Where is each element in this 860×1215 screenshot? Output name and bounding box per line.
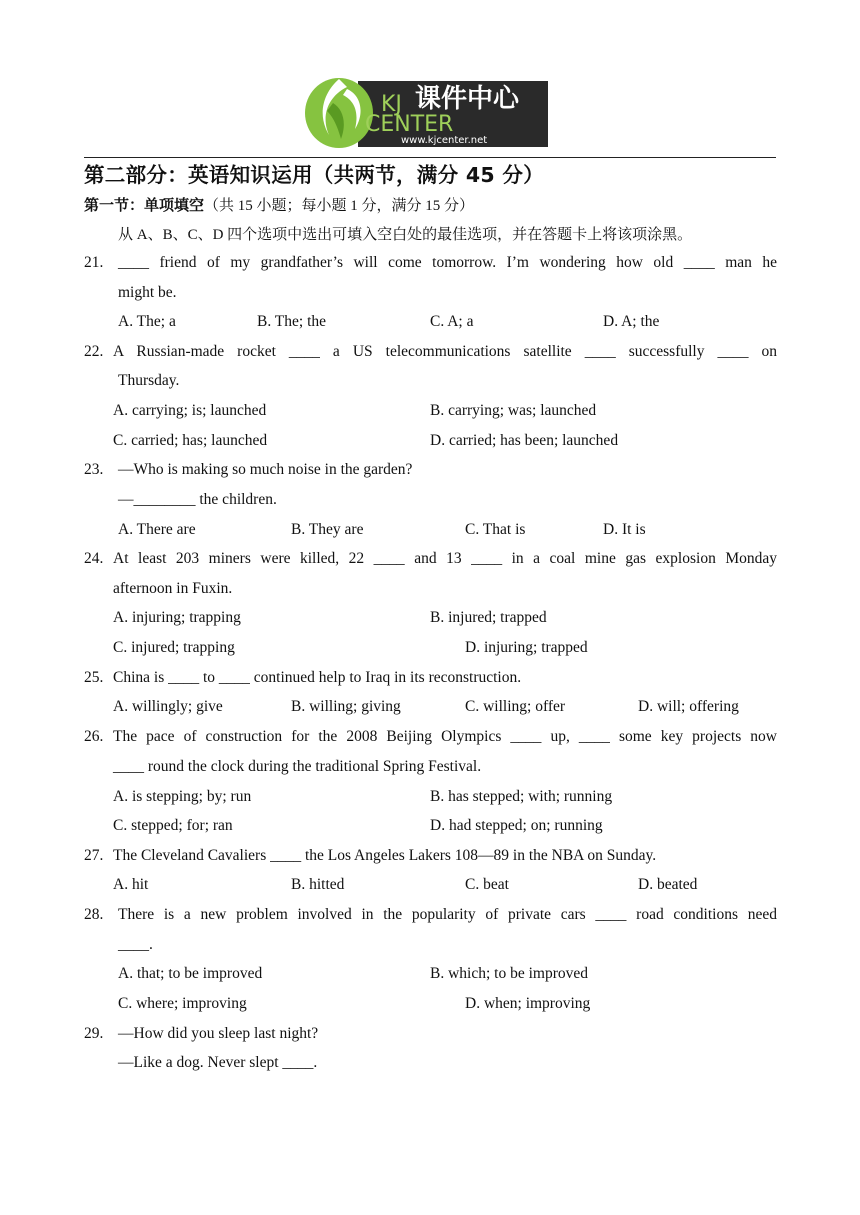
logo-center-text: CENTER [365,112,454,137]
option-a: A. injuring; trapping [113,609,241,626]
option-b: B. carrying; was; launched [430,402,597,419]
option-c: C. willing; offer [465,698,566,715]
option-b: B. which; to be improved [430,965,588,982]
option-c: C. carried; has; launched [113,432,268,449]
option-c: C. That is [465,521,526,538]
option-a: A. is stepping; by; run [113,788,252,805]
question-number: 24. [84,550,104,567]
question-text: might be. [118,284,177,301]
option-a: A. carrying; is; launched [113,402,267,419]
question-number: 27. [84,847,104,864]
option-b: B. has stepped; with; running [430,788,613,805]
question-text: —Who is making so much noise in the garden? [118,461,413,478]
logo-url-text: www.kjcenter.net [401,135,488,146]
option-c: C. beat [465,876,509,893]
option-d: D. injuring; trapped [465,639,588,656]
option-b: B. willing; giving [291,698,401,715]
logo-cn-text: 课件中心 [415,84,520,114]
instructions: 从 A、B、C、D 四个选项中选出可填入空白处的最佳选项，并在答题卡上将该项涂黑。 [118,227,693,243]
subsection-label: 第一节：单项填空 [84,196,205,214]
option-d: D. when; improving [465,995,591,1012]
option-a: A. hit [113,876,149,893]
option-b: B. They are [291,521,364,538]
question-number: 29. [84,1025,104,1042]
question-text: There is a new problem involved in the popularity of private cars ____ road conditions need [118,906,777,923]
question-text: —Like a dog. Never slept ____. [118,1054,318,1071]
option-d: D. beated [638,876,698,893]
option-d: D. carried; has been; launched [430,432,619,449]
question-text: At least 203 miners were killed, 22 ____ and 13 ____ in a coal mine gas explosion Monday [113,550,777,567]
option-b: B. hitted [291,876,345,893]
question-text: afternoon in Fuxin. [113,580,233,597]
subsection-note: （共 15 小题；每小题 1 分，满分 15 分） [204,198,475,214]
question-text: Thursday. [118,372,180,389]
option-c: C. injured; trapping [113,639,235,656]
question-text: The Cleveland Cavaliers ____ the Los Angeles Lakers 108—89 in the NBA on Sunday. [113,847,657,864]
option-d: D. had stepped; on; running [430,817,603,834]
option-a: A. There are [118,521,196,538]
option-b: B. injured; trapped [430,609,547,626]
option-a: A. The; a [118,313,176,330]
question-text: The pace of construction for the 2008 Beijing Olympics ____ up, ____ some key projects now [113,728,777,745]
question-number: 26. [84,728,104,745]
question-text: —________ the children. [118,491,277,508]
subsection-heading [84,194,474,215]
option-b: B. The; the [257,313,327,330]
question-text: ____ round the clock during the traditional Spring Festival. [113,758,482,775]
option-a: A. willingly; give [113,698,223,715]
question-number: 25. [84,669,104,686]
question-text: A Russian-made rocket ____ a US telecommunications satellite ____ successfully ____ on [113,343,777,360]
question-text: ____. [118,936,153,953]
option-d: D. A; the [603,313,660,330]
option-c: C. where; improving [118,995,247,1012]
question-number: 22. [84,343,104,360]
question-number: 21. [84,254,104,271]
question-text: ____ friend of my grandfather’s will come tomorrow. I’m wondering how old ____ man he [118,254,777,271]
option-d: D. will; offering [638,698,739,715]
option-a: A. that; to be improved [118,965,263,982]
kjcenter-logo [303,73,549,148]
option-d: D. It is [603,521,646,538]
option-c: C. A; a [430,313,474,330]
question-text: China is ____ to ____ continued help to Iraq in its reconstruction. [113,669,522,686]
question-number: 28. [84,906,104,923]
logo-kj-text: KJ [381,92,402,117]
question-number: 23. [84,461,104,478]
section-title: 第二部分：英语知识运用（共两节，满分 45 分） [84,163,545,187]
option-c: C. stepped; for; ran [113,817,233,834]
question-text: —How did you sleep last night? [118,1025,319,1042]
